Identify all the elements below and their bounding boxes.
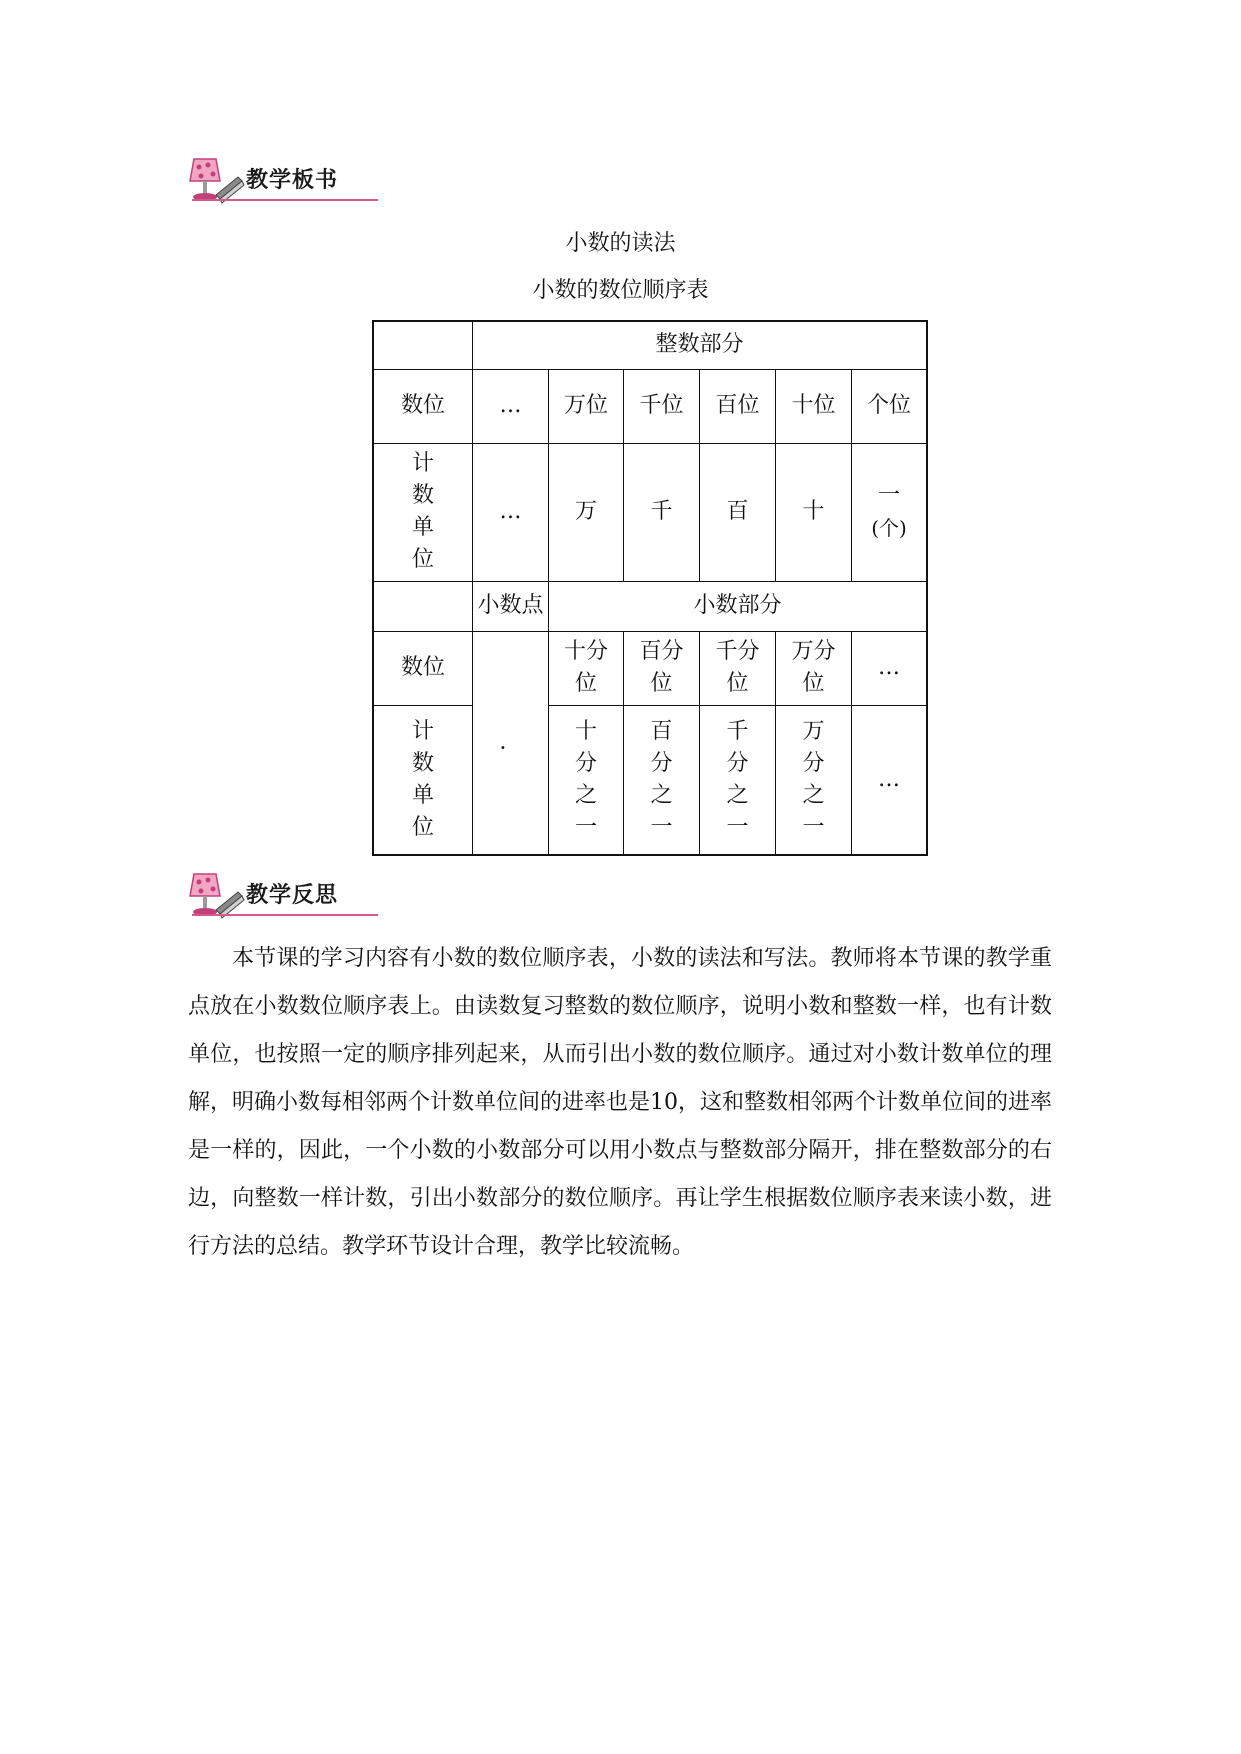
integer-unit-cell: …: [473, 443, 549, 581]
decimal-unit-cell: [549, 705, 624, 855]
table-row: [373, 705, 927, 855]
board-subtitle: 小数的数位顺序表: [532, 278, 709, 303]
table-row: [373, 443, 927, 581]
table-cell-empty: [373, 581, 473, 631]
integer-place-cell: 百位: [700, 369, 776, 443]
decimal-unit-text: 万分之一: [802, 718, 825, 840]
integer-place-cell: 十位: [776, 369, 852, 443]
decimal-unit-cell: [700, 705, 776, 855]
decimal-unit-text: 百分之一: [650, 718, 673, 840]
section-underline: [192, 914, 378, 916]
integer-place-cell: 个位: [852, 369, 928, 443]
section-heading-text: 教学反思: [246, 883, 339, 908]
decimal-place-text: 百分位: [639, 639, 684, 696]
decimal-unit-text: 千分之一: [726, 718, 749, 840]
integer-unit-cell: 十: [776, 443, 852, 581]
decimal-point-header: 小数点: [473, 581, 549, 631]
section-heading-text: 教学板书: [246, 168, 339, 193]
section-heading-reflection: [186, 870, 376, 922]
table-row: [373, 631, 927, 705]
decimal-place-value-table: [372, 320, 928, 856]
decimal-place-text: 千分位: [715, 639, 760, 696]
decimal-point-cell: ．: [473, 631, 549, 855]
decimal-unit-cell: [624, 705, 700, 855]
decimal-unit-cell: …: [852, 705, 928, 855]
row-label-unit: [373, 443, 473, 581]
integer-unit-cell-ones: [852, 443, 928, 581]
decimal-place-cell: …: [852, 631, 928, 705]
integer-part-header: 整数部分: [473, 321, 928, 369]
integer-place-cell: 万位: [549, 369, 624, 443]
ones-unit-main: 一: [877, 483, 900, 508]
table-row: [373, 369, 927, 443]
integer-place-cell: 千位: [624, 369, 700, 443]
table-row: [373, 321, 927, 369]
board-title: 小数的读法: [565, 231, 676, 256]
decimal-place-cell: [776, 631, 852, 705]
ones-unit-note: (个): [871, 516, 907, 540]
section-heading-board: [186, 155, 376, 207]
integer-unit-cell: 千: [624, 443, 700, 581]
decimal-unit-cell: [776, 705, 852, 855]
table-cell-empty: [373, 321, 473, 369]
decimal-unit-text: 十分之一: [574, 718, 597, 840]
reflection-paragraph: 本节课的学习内容有小数的数位顺序表，小数的读法和写法。教师将本节课的教学重点放在小数数位顺序表上。由读数复习整数的数位顺序，说明小数和整数一样，也有计数单位，也按照一定的顺序排列起来，从而引出小数的数位顺序。通过对小数计数单位的理解，明确小数每相邻两个计数单位间的进率也是10，这和整数相邻两个计数单位间的进率是一样的，因此，一个小数的小数部分可以用小数点与整数部分隔开，排在整数部分的右边，向整数一样计数，引出小数部分的数位顺序。再让学生根据数位顺序表来读小数，进行方法的总结。教学环节设计合理，教学比较流畅。: [188, 946, 1052, 1259]
decimal-place-cell: [624, 631, 700, 705]
decimal-place-cell: [700, 631, 776, 705]
row-label-place: 数位: [373, 369, 473, 443]
decimal-place-cell: [549, 631, 624, 705]
integer-place-cell: …: [473, 369, 549, 443]
integer-unit-cell: 百: [700, 443, 776, 581]
section-underline: [192, 199, 378, 201]
row-label-place: 数位: [373, 631, 473, 705]
integer-unit-cell: 万: [549, 443, 624, 581]
decimal-place-text: 十分位: [563, 639, 608, 696]
row-label-unit-text: 计数单位: [411, 718, 434, 840]
decimal-place-text: 万分位: [791, 639, 836, 696]
table-row: [373, 581, 927, 631]
row-label-unit: [373, 705, 473, 855]
decimal-part-header: 小数部分: [549, 581, 928, 631]
row-label-unit-text: 计数单位: [411, 451, 434, 572]
